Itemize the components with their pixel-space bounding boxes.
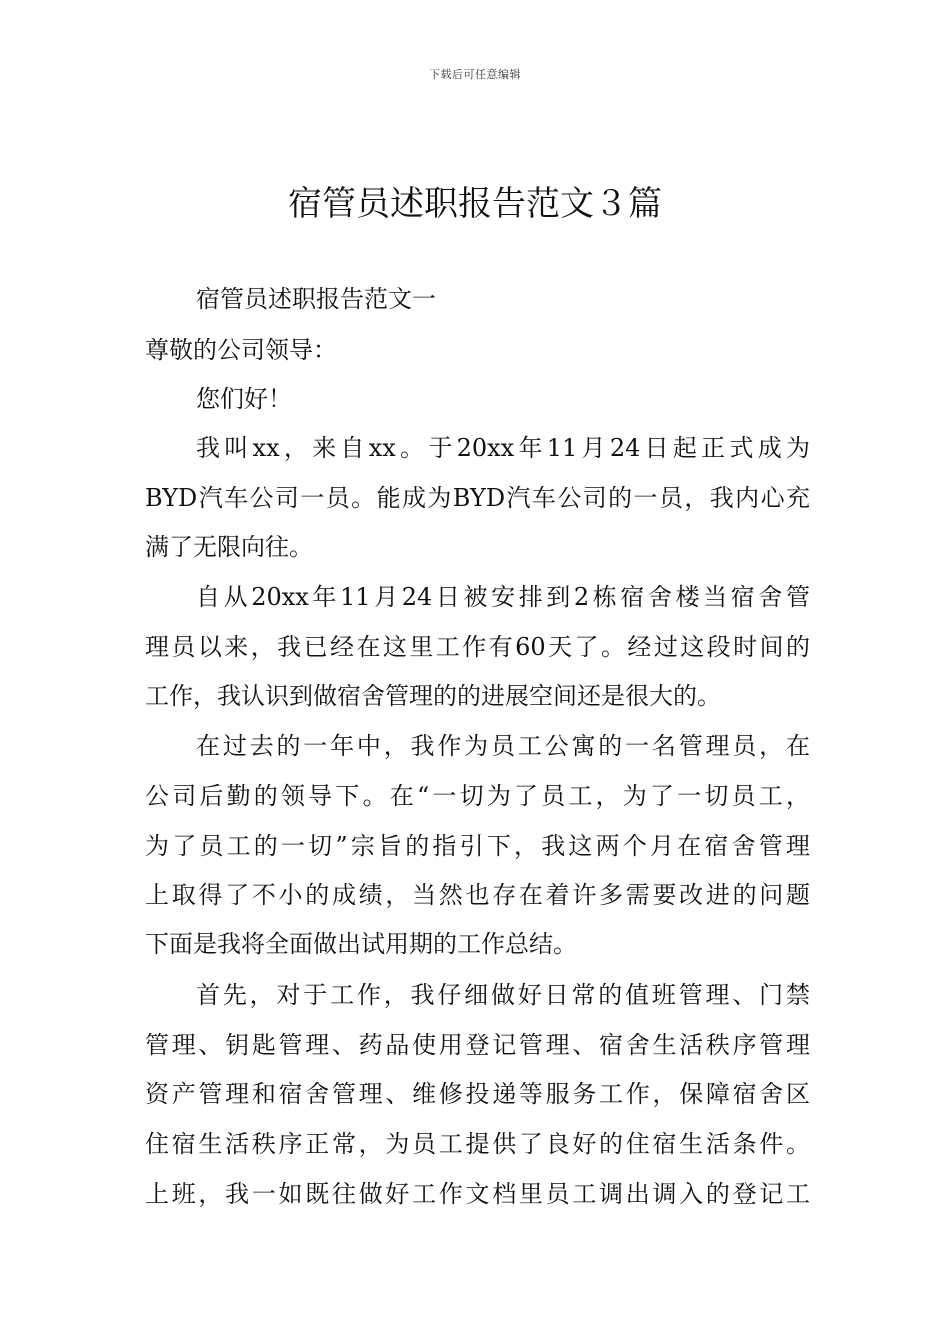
paragraph-line: 在过去的一年中，我作为员工公寓的一名管理员，在 bbox=[196, 732, 810, 760]
download-note: 下载后可任意编辑 bbox=[429, 68, 521, 81]
section-heading: 宿管员述职报告范文一 bbox=[196, 285, 436, 313]
paragraph-line: 我叫xx，来自xx。于20xx年11月24日起正式成为 bbox=[196, 434, 810, 462]
paragraph-line: 管理、钥匙管理、药品使用登记管理、宿舍生活秩序管理 bbox=[145, 1031, 810, 1059]
paragraph-line: 资产管理和宿舍管理、维修投递等服务工作，保障宿舍区 bbox=[145, 1080, 810, 1108]
paragraph-line: 首先，对于工作，我仔细做好日常的值班管理、门禁 bbox=[196, 981, 810, 1009]
paragraph-line: 公司后勤的领导下。在“一切为了员工，为了一切员工， bbox=[145, 782, 810, 810]
paragraph-line: 上取得了不小的成绩，当然也存在着许多需要改进的问题 bbox=[145, 881, 810, 909]
page-title: 宿管员述职报告范文３篇 bbox=[288, 184, 662, 224]
greeting: 您们好！ bbox=[196, 385, 292, 413]
paragraph-line: 满了无限向往。 bbox=[145, 533, 313, 561]
paragraph-line: 理员以来，我已经在这里工作有60天了。经过这段时间的 bbox=[145, 633, 810, 661]
paragraph-line: 住宿生活秩序正常，为员工提供了良好的住宿生活条件。 bbox=[145, 1130, 810, 1158]
paragraph-line: 工作，我认识到做宿舍管理的的进展空间还是很大的。 bbox=[145, 682, 721, 710]
paragraph-line: 上班，我一如既往做好工作文档里员工调出调入的登记工 bbox=[145, 1180, 810, 1208]
paragraph-line: 下面是我将全面做出试用期的工作总结。 bbox=[145, 930, 577, 958]
paragraph-line: 为了员工的一切”宗旨的指引下，我这两个月在宿舍管理 bbox=[145, 832, 810, 860]
paragraph-line: BYD汽车公司一员。能成为BYD汽车公司的一员，我内心充 bbox=[145, 484, 810, 512]
paragraph-line: 自从20xx年11月24日被安排到2栋宿舍楼当宿舍管 bbox=[196, 583, 810, 611]
salutation: 尊敬的公司领导： bbox=[145, 336, 337, 364]
